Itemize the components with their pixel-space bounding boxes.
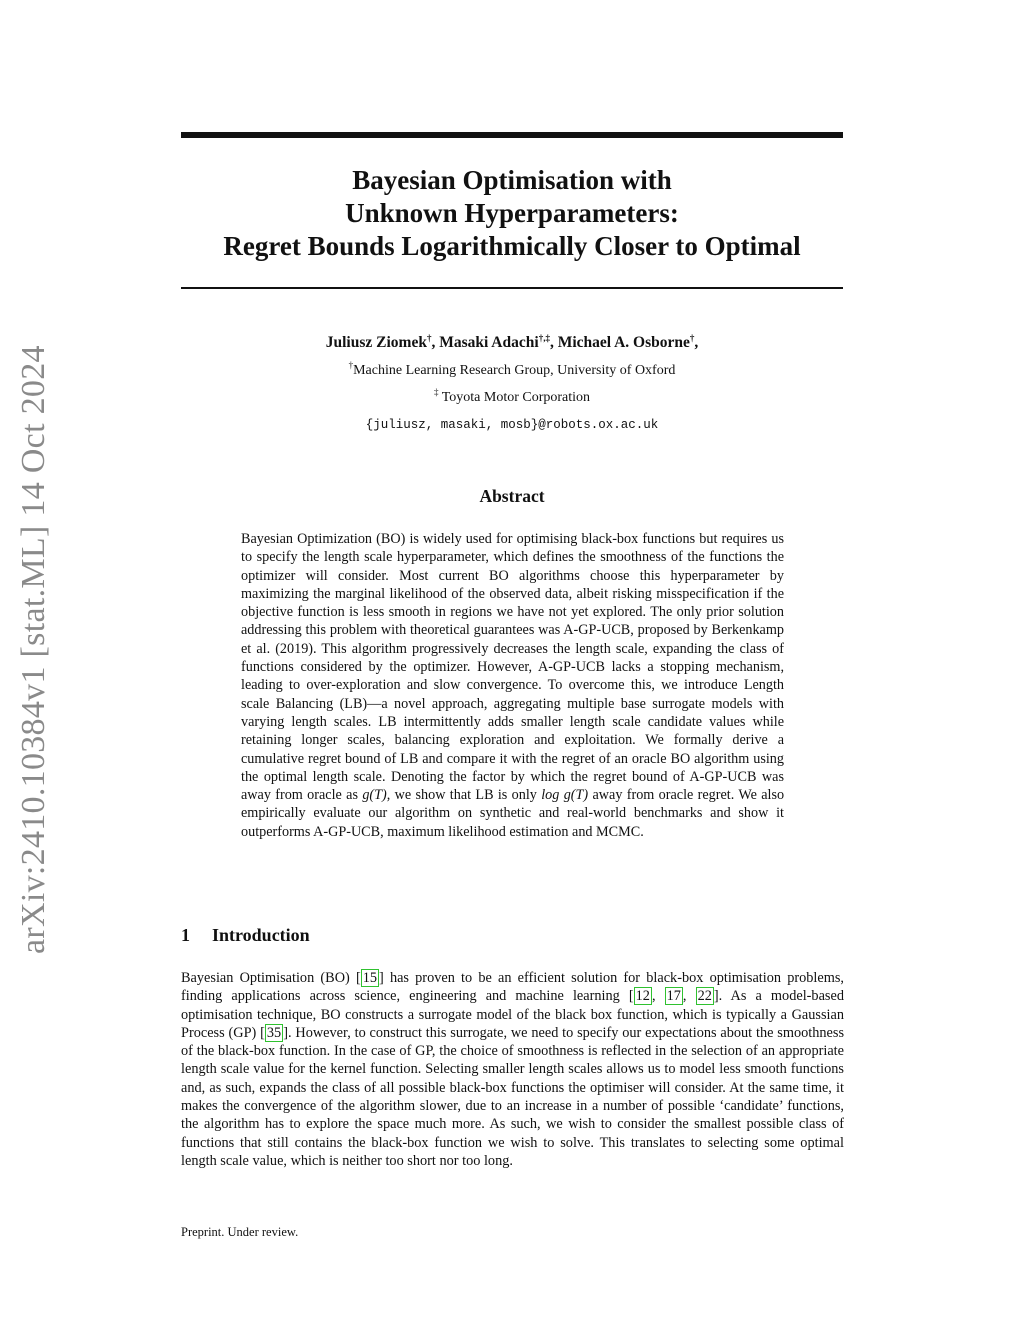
- author-name: Michael A. Osborne: [557, 334, 690, 351]
- author-separator: ,: [549, 334, 554, 351]
- affiliation-oxford: [181, 360, 843, 379]
- citation-link[interactable]: 17: [666, 988, 681, 1005]
- abstract-text: , we show that LB is only: [386, 787, 537, 804]
- citation-link[interactable]: 15: [362, 970, 378, 986]
- author-separator: ,: [431, 334, 436, 351]
- intro-paragraph: Bayesian Optimisation (BO) [ 15 ] has proven to be an efficient solution for black-box optimisation problems, finding applications across science, engineering and machine learning [ 12 , 17 , 22 ]. As a model-based optimisation technique, BO constructs a surrogate model of the black box function, which is typically a Gaussian Process (GP) [ 35 ]. However, to construct this surrogate, we need to specify our expectations about the smoothness of the black-box function. In the case of GP, the choice of smoothness is reflected in the selection of an appropriate length scale value for the kernel function. Selecting smaller length scales allows us to model less smooth functions and, as such, expands the class of all possible black-box functions the optimiser will consider. At the same time, it makes the convergence of the algorithm slower, due to an increase in a number of possible ‘candidate’ functions, the algorithm has to explore the space much more. As such, we wish to consider the smallest possible class of functions that still contains the black-box function we wish to solve. This translates to selecting some optimal length scale value, which is neither too short nor too long.: [181, 970, 845, 1169]
- abstract-paragraph: [241, 530, 784, 841]
- author-name: Juliusz Ziomek: [325, 334, 427, 351]
- author-trailing-comma: ,: [694, 334, 699, 351]
- intro-text: ]. As a model-based optimisation technique, BO constructs a surrogate model of the black box function, which is typically a Gaussian Process (GP) [: [181, 988, 844, 1041]
- author-name: Masaki Adachi: [439, 334, 539, 351]
- section-number: 1: [181, 925, 190, 945]
- paper-title: [181, 164, 843, 263]
- abstract-body: [241, 530, 784, 841]
- author-mark: †: [426, 333, 432, 343]
- affiliation-text: Machine Learning Research Group, University of Oxford: [353, 363, 676, 378]
- title-line-1: Bayesian Optimisation with: [352, 165, 672, 195]
- author-mark: †: [689, 333, 695, 343]
- affiliation-text: Toyota Motor Corporation: [441, 390, 591, 405]
- abstract-text: away from oracle regret. We also empirically evaluate our algorithm on synthetic and real-world benchmarks and show it outperforms A-GP-UCB, maximum likelihood estimation and MCMC.: [241, 787, 785, 840]
- abstract-text: Bayesian Optimization (BO) is widely used for optimising black-box functions but requires us to specify the length scale hyperparameter, which defines the smoothness of the functions the optimizer will consider. Most current BO algorithms choose this hyperparameter by maximizing the marginal likelihood of the observed data, albeit risking misspecification if the objective function is less smooth in regions we have not yet explored. The only prior solution addressing this problem with theoretical guarantees was A-GP-UCB, proposed by Berkenkamp et al. (2019). This algorithm progressively decreases the length scale, expanding the class of functions considered by the optimizer. However, A-GP-UCB lacks a stopping mechanism, leading to over-exploration and slow convergence. To overcome this, we introduce Length scale Balancing (LB)—a novel approach, aggregating multiple base surrogate models with varying length scales. LB intermittently adds smaller length scale candidate values while retaining longer scales, balancing exploration and exploitation. We formally derive a cumulative regret bound of LB and compare it with the regret of an oracle BO algorithm using the optimal length scale. Denoting the factor by which the regret bound of A-GP-UCB was away from oracle as: [241, 531, 784, 804]
- section-heading-introduction: [181, 925, 310, 946]
- title-bottom-rule: [181, 287, 843, 289]
- intro-text: ] has proven to be an efficient solution for black-box optimisation problems, finding applications across science, engineering and machine learning [: [181, 970, 844, 1005]
- title-line-2: Unknown Hyperparameters:: [345, 198, 679, 228]
- affiliation-mark: †: [348, 360, 354, 370]
- affiliation-toyota: [181, 387, 843, 406]
- title-top-rule: [181, 132, 843, 138]
- citation-link[interactable]: 22: [697, 988, 712, 1005]
- author-email[interactable]: {juliusz, masaki, mosb}@robots.ox.ac.uk: [365, 418, 659, 432]
- math-log-g-of-t: log g(T): [541, 787, 589, 804]
- intro-text: ]. However, to construct this surrogate, we need to specify our expectations about the smoothness of the black-box function. In the case of GP, the choice of smoothness is reflected in the selection of an appropriate length scale value for the kernel function. Selecting smaller length scales allows us to model less smooth functions and, as such, expands the class of all possible black-box functions the optimiser will consider. At the same time, it makes the convergence of the algorithm slower, due to an increase in a number of possible ‘candidate’ functions, the algorithm has to explore the space much more. As such, we wish to consider the smallest possible class of functions that still contains the black-box function we wish to solve. This translates to selecting some optimal length scale value, which is neither too short nor too long.: [181, 1024, 845, 1169]
- citation-link[interactable]: 12: [635, 988, 650, 1005]
- abstract-heading: Abstract: [479, 486, 545, 506]
- author-mark: †,‡: [538, 333, 550, 343]
- introduction-body: [181, 969, 844, 1170]
- footer-note: Preprint. Under review.: [181, 1225, 299, 1239]
- title-line-3: Regret Bounds Logarithmically Closer to Optimal: [223, 231, 801, 261]
- affiliation-mark: ‡: [433, 387, 439, 397]
- citation-link[interactable]: 35: [266, 1024, 282, 1041]
- arxiv-watermark: arXiv:2410.10384v1 [stat.ML] 14 Oct 2024: [15, 345, 52, 954]
- section-title: Introduction: [212, 925, 310, 945]
- author-list: [181, 334, 843, 352]
- intro-text: Bayesian Optimisation (BO) [: [181, 970, 361, 986]
- math-g-of-t: g(T): [362, 787, 387, 804]
